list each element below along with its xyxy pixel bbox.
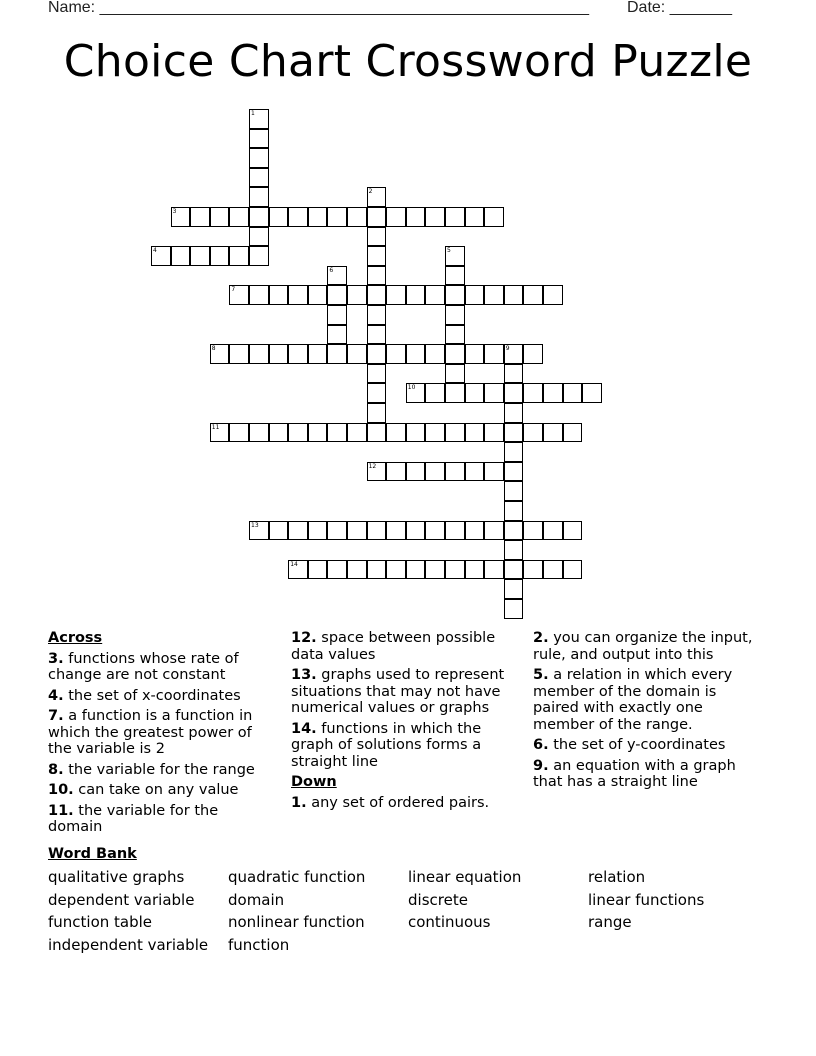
grid-cell[interactable] <box>445 383 465 403</box>
grid-cell[interactable] <box>465 285 485 305</box>
word-bank-item: qualitative graphs <box>48 868 185 886</box>
grid-cell[interactable] <box>171 207 191 227</box>
grid-cell[interactable] <box>190 246 210 266</box>
grid-cell[interactable] <box>386 423 406 443</box>
grid-cell[interactable] <box>367 285 387 305</box>
clue-across-11 <box>48 803 276 836</box>
grid-cell[interactable] <box>445 462 465 482</box>
clue-across-3 <box>48 651 276 684</box>
grid-cell[interactable] <box>406 560 426 580</box>
grid-cell[interactable] <box>269 344 289 364</box>
grid-cell[interactable] <box>308 207 328 227</box>
clue-number: 7. <box>48 708 64 724</box>
grid-cell[interactable] <box>386 285 406 305</box>
grid-cell[interactable] <box>308 285 328 305</box>
grid-cell[interactable] <box>327 325 347 345</box>
grid-cell[interactable] <box>367 403 387 423</box>
grid-cell[interactable] <box>504 442 524 462</box>
across-heading: Across <box>48 630 103 646</box>
grid-cell[interactable] <box>347 560 367 580</box>
clue-text: space between possible data values <box>291 630 496 663</box>
grid-cell[interactable] <box>504 364 524 384</box>
clue-text: a relation in which every member of the domain is paired with exactly one member of the range. <box>533 667 733 733</box>
grid-cell[interactable] <box>269 207 289 227</box>
cell-number: 2 <box>368 188 373 196</box>
grid-cell[interactable] <box>249 227 269 247</box>
grid-cell[interactable] <box>504 462 524 482</box>
cell-number: 11 <box>211 423 220 431</box>
grid-cell[interactable] <box>465 383 485 403</box>
grid-cell[interactable] <box>465 462 485 482</box>
clue-across-10 <box>48 782 276 799</box>
grid-cell[interactable] <box>347 207 367 227</box>
grid-cell[interactable] <box>425 560 445 580</box>
grid-cell[interactable] <box>367 383 387 403</box>
grid-cell[interactable] <box>327 285 347 305</box>
grid-cell[interactable] <box>484 423 504 443</box>
grid-cell[interactable] <box>347 423 367 443</box>
word-bank-item: nonlinear function <box>228 913 365 931</box>
grid-cell[interactable] <box>445 423 465 443</box>
grid-cell[interactable] <box>249 285 269 305</box>
grid-cell[interactable] <box>249 187 269 207</box>
grid-cell[interactable] <box>327 207 347 227</box>
grid-cell[interactable] <box>504 540 524 560</box>
grid-cell[interactable] <box>229 285 249 305</box>
grid-cell[interactable] <box>406 344 426 364</box>
down-heading: Down <box>291 774 337 790</box>
clue-number: 11. <box>48 802 74 819</box>
grid-cell[interactable] <box>210 344 230 364</box>
word-bank-item: domain <box>228 891 285 909</box>
grid-cell[interactable] <box>504 403 524 423</box>
grid-cell[interactable] <box>347 521 367 541</box>
grid-cell[interactable] <box>288 423 308 443</box>
word-bank-item: function table <box>48 913 153 931</box>
clue-down-6 <box>533 737 761 754</box>
grid-cell[interactable] <box>367 227 387 247</box>
grid-cell[interactable] <box>229 423 249 443</box>
grid-cell[interactable] <box>465 521 485 541</box>
grid-cell[interactable] <box>308 344 328 364</box>
clues-column-2 <box>291 630 519 815</box>
grid-cell[interactable] <box>523 383 543 403</box>
grid-cell[interactable] <box>190 207 210 227</box>
grid-cell[interactable] <box>504 599 524 619</box>
clue-across-13 <box>291 667 519 717</box>
grid-cell[interactable] <box>504 383 524 403</box>
grid-cell[interactable] <box>445 285 465 305</box>
grid-cell[interactable] <box>445 246 465 266</box>
grid-cell[interactable] <box>327 305 347 325</box>
grid-cell[interactable] <box>327 423 347 443</box>
clue-number: 3. <box>48 650 64 667</box>
grid-cell[interactable] <box>484 462 504 482</box>
cell-number: 12 <box>368 462 377 470</box>
clue-down-5 <box>533 667 761 733</box>
grid-cell[interactable] <box>327 560 347 580</box>
grid-cell[interactable] <box>269 521 289 541</box>
grid-cell[interactable] <box>484 344 504 364</box>
grid-cell[interactable] <box>308 560 328 580</box>
clue-number: 12. <box>291 630 317 646</box>
grid-cell[interactable] <box>327 521 347 541</box>
word-bank-item: quadratic function <box>228 868 366 886</box>
word-bank-item: relation <box>588 868 646 886</box>
grid-cell[interactable] <box>425 521 445 541</box>
cell-number: 5 <box>447 247 451 255</box>
grid-cell[interactable] <box>445 364 465 384</box>
grid-cell[interactable] <box>406 383 426 403</box>
grid-cell[interactable] <box>249 109 269 129</box>
clue-number: 4. <box>48 687 64 704</box>
grid-cell[interactable] <box>347 285 367 305</box>
grid-cell[interactable] <box>249 423 269 443</box>
grid-cell[interactable] <box>367 266 387 286</box>
word-bank-item: continuous <box>408 913 491 931</box>
clue-across-7 <box>48 708 276 758</box>
clue-text: functions in which the graph of solutions forms a straight line <box>291 720 482 770</box>
grid-cell[interactable] <box>288 560 308 580</box>
grid-cell[interactable] <box>484 383 504 403</box>
word-bank-item: linear functions <box>588 891 705 909</box>
grid-cell[interactable] <box>563 383 583 403</box>
clue-number: 5. <box>533 667 549 683</box>
grid-cell[interactable] <box>484 285 504 305</box>
grid-cell[interactable] <box>386 560 406 580</box>
grid-cell[interactable] <box>347 344 367 364</box>
clue-number: 14. <box>291 720 317 737</box>
grid-cell[interactable] <box>445 305 465 325</box>
cell-number: 10 <box>407 384 416 392</box>
grid-cell[interactable] <box>445 207 465 227</box>
grid-cell[interactable] <box>504 521 524 541</box>
grid-cell[interactable] <box>504 579 524 599</box>
grid-cell[interactable] <box>210 423 230 443</box>
word-bank-item: independent variable <box>48 936 209 954</box>
clue-text: a function is a function in which the greatest power of the variable is 2 <box>48 708 253 757</box>
grid-cell[interactable] <box>386 521 406 541</box>
cell-number: 13 <box>251 521 259 529</box>
clue-number: 1. <box>291 794 307 811</box>
grid-cell[interactable] <box>465 344 485 364</box>
word-bank-item: discrete <box>408 891 468 909</box>
grid-cell[interactable] <box>504 285 524 305</box>
cell-number: 1 <box>251 110 255 117</box>
grid-cell[interactable] <box>543 521 563 541</box>
grid-cell[interactable] <box>249 246 269 266</box>
word-bank-heading: Word Bank <box>48 846 137 862</box>
grid-cell[interactable] <box>249 344 269 364</box>
grid-cell[interactable] <box>151 246 171 266</box>
grid-cell[interactable] <box>523 285 543 305</box>
clue-number: 8. <box>48 761 64 778</box>
grid-cell[interactable] <box>367 560 387 580</box>
grid-cell[interactable] <box>269 285 289 305</box>
grid-cell[interactable] <box>484 521 504 541</box>
grid-cell[interactable] <box>367 462 387 482</box>
grid-cell[interactable] <box>563 560 583 580</box>
grid-cell[interactable] <box>504 344 524 364</box>
grid-cell[interactable] <box>229 344 249 364</box>
grid-cell[interactable] <box>288 207 308 227</box>
grid-cell[interactable] <box>406 423 426 443</box>
grid-cell[interactable] <box>523 560 543 580</box>
clue-across-12 <box>291 630 519 663</box>
grid-cell[interactable] <box>425 344 445 364</box>
grid-cell[interactable] <box>543 560 563 580</box>
grid-cell[interactable] <box>484 560 504 580</box>
grid-cell[interactable] <box>425 462 445 482</box>
grid-cell[interactable] <box>543 423 563 443</box>
clue-text: can take on any value <box>78 782 239 798</box>
grid-cell[interactable] <box>465 423 485 443</box>
cell-number: 8 <box>211 345 216 353</box>
grid-cell[interactable] <box>425 423 445 443</box>
grid-cell[interactable] <box>406 462 426 482</box>
grid-cell[interactable] <box>465 207 485 227</box>
grid-cell[interactable] <box>288 521 308 541</box>
grid-cell[interactable] <box>504 481 524 501</box>
clue-number: 2. <box>533 630 549 646</box>
grid-cell[interactable] <box>504 560 524 580</box>
grid-cell[interactable] <box>288 344 308 364</box>
grid-cell[interactable] <box>288 285 308 305</box>
grid-cell[interactable] <box>425 383 445 403</box>
grid-cell[interactable] <box>386 344 406 364</box>
grid-cell[interactable] <box>582 383 602 403</box>
date-field: Date: _______ <box>627 0 732 16</box>
grid-cell[interactable] <box>523 423 543 443</box>
grid-cell[interactable] <box>543 285 563 305</box>
grid-cell[interactable] <box>386 207 406 227</box>
cell-number: 9 <box>505 345 510 353</box>
grid-cell[interactable] <box>445 325 465 345</box>
grid-cell[interactable] <box>210 246 230 266</box>
grid-cell[interactable] <box>445 560 465 580</box>
page-title: Choice Chart Crossword Puzzle <box>63 36 753 87</box>
clue-across-14 <box>291 721 519 771</box>
cell-number: 4 <box>153 247 157 255</box>
grid-cell[interactable] <box>523 344 543 364</box>
grid-cell[interactable] <box>367 423 387 443</box>
grid-cell[interactable] <box>367 305 387 325</box>
grid-cell[interactable] <box>249 168 269 188</box>
grid-cell[interactable] <box>445 521 465 541</box>
grid-cell[interactable] <box>367 246 387 266</box>
clue-number: 6. <box>533 737 549 753</box>
grid-cell[interactable] <box>406 285 426 305</box>
grid-cell[interactable] <box>327 344 347 364</box>
grid-cell[interactable] <box>367 187 387 207</box>
grid-cell[interactable] <box>249 207 269 227</box>
clue-down-1 <box>291 795 519 812</box>
grid-cell[interactable] <box>386 462 406 482</box>
clue-text: functions whose rate of change are not constant <box>48 650 239 683</box>
grid-cell[interactable] <box>484 207 504 227</box>
grid-cell[interactable] <box>563 423 583 443</box>
grid-cell[interactable] <box>229 207 249 227</box>
clue-text: any set of ordered pairs. <box>311 794 490 811</box>
grid-cell[interactable] <box>249 129 269 149</box>
grid-cell[interactable] <box>367 207 387 227</box>
clue-down-2 <box>533 630 761 663</box>
word-bank-item: function <box>228 936 290 954</box>
grid-cell[interactable] <box>269 423 289 443</box>
clues-column-1 <box>48 630 276 840</box>
grid-cell[interactable] <box>229 246 249 266</box>
clue-text: the set of y-coordinates <box>553 737 726 753</box>
cell-number: 6 <box>329 266 334 274</box>
clue-across-4 <box>48 688 276 705</box>
grid-cell[interactable] <box>543 383 563 403</box>
clues-column-3 <box>533 630 761 795</box>
word-bank-item: range <box>588 913 632 931</box>
clue-down-9 <box>533 758 761 791</box>
grid-cell[interactable] <box>367 521 387 541</box>
grid-cell[interactable] <box>504 423 524 443</box>
cell-number: 14 <box>290 560 298 568</box>
cell-number: 7 <box>231 286 236 294</box>
clue-text: the variable for the range <box>68 761 255 778</box>
grid-cell[interactable] <box>249 521 269 541</box>
grid-cell[interactable] <box>327 266 347 286</box>
grid-cell[interactable] <box>210 207 230 227</box>
grid-cell[interactable] <box>465 560 485 580</box>
word-bank-item: linear equation <box>408 868 522 886</box>
grid-cell[interactable] <box>406 207 426 227</box>
grid-cell[interactable] <box>425 285 445 305</box>
clue-text: graphs used to represent situations that may not have numerical values or graphs <box>291 667 505 716</box>
grid-cell[interactable] <box>445 344 465 364</box>
clue-text: the set of x-coordinates <box>68 687 241 704</box>
clue-number: 9. <box>533 757 549 774</box>
cell-number: 3 <box>172 208 177 215</box>
grid-cell[interactable] <box>367 344 387 364</box>
grid-cell[interactable] <box>367 364 387 384</box>
grid-cell[interactable] <box>367 325 387 345</box>
grid-cell[interactable] <box>308 521 328 541</box>
clue-text: you can organize the input, rule, and output into this <box>533 630 753 663</box>
grid-cell[interactable] <box>249 148 269 168</box>
grid-cell[interactable] <box>563 521 583 541</box>
clue-text: an equation with a graph that has a straight line <box>533 757 736 790</box>
clue-text: the variable for the domain <box>48 802 219 835</box>
word-bank-item: dependent variable <box>48 891 195 909</box>
grid-cell[interactable] <box>504 501 524 521</box>
grid-cell[interactable] <box>445 266 465 286</box>
grid-cell[interactable] <box>425 207 445 227</box>
grid-cell[interactable] <box>308 423 328 443</box>
clue-number: 10. <box>48 782 74 798</box>
name-field: Name: _______________________________________________________ <box>48 0 589 16</box>
clue-number: 13. <box>291 667 317 683</box>
grid-cell[interactable] <box>171 246 191 266</box>
clue-across-8 <box>48 762 276 779</box>
grid-cell[interactable] <box>523 521 543 541</box>
grid-cell[interactable] <box>406 521 426 541</box>
